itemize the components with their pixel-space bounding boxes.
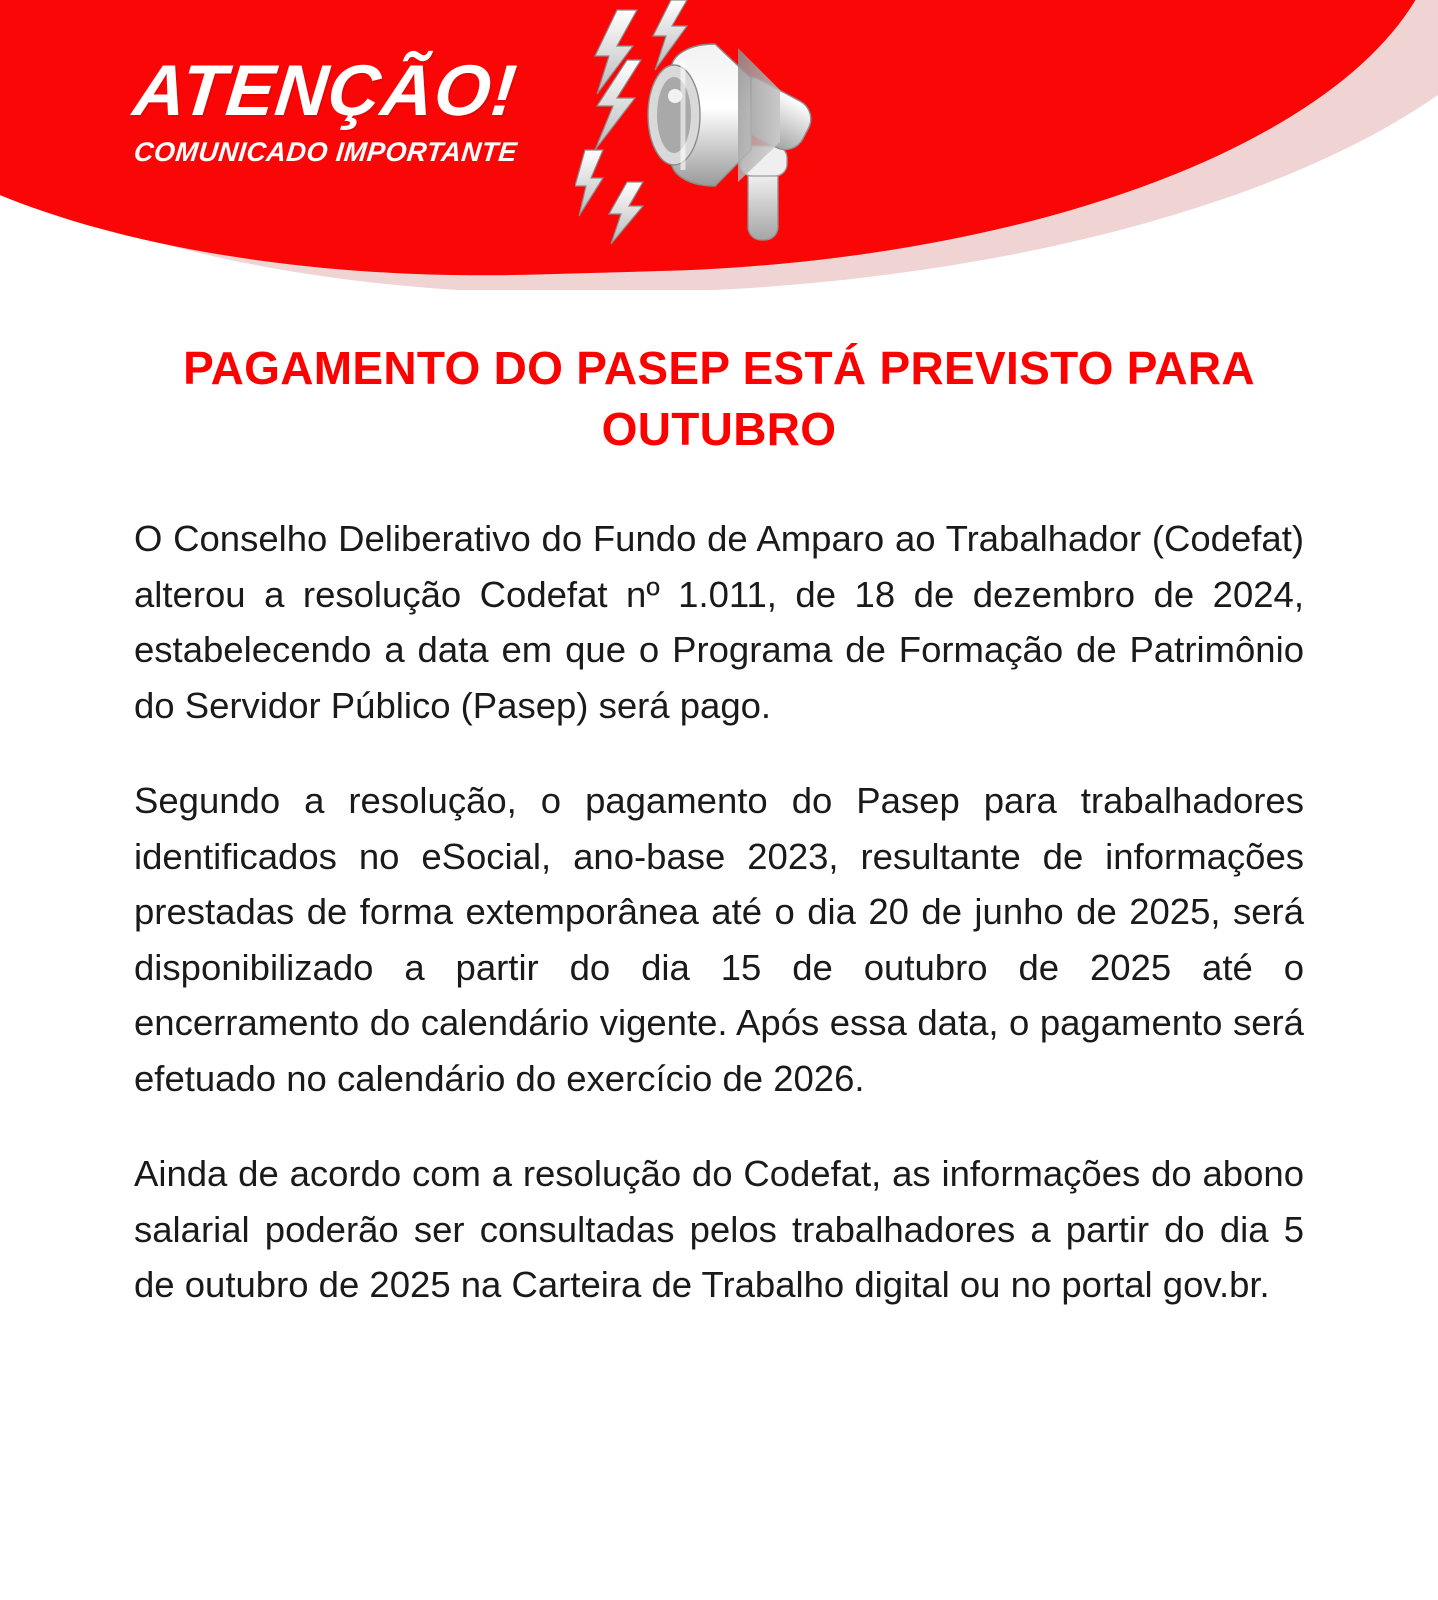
article-paragraph: O Conselho Deliberativo do Fundo de Amparo ao Trabalhador (Codefat) alterou a resolução Codefat nº 1.011, de 18 de dezembro de 2024, estabelecendo a data em que o Programa de Formação de Patrimônio do Servidor Público (Pasep) será pago. — [134, 518, 1304, 726]
banner-title: ATENÇÃO! — [129, 51, 521, 131]
megaphone-icon — [575, 0, 915, 275]
article-body — [134, 511, 1304, 1312]
banner-header — [0, 0, 1438, 290]
banner-text-group — [129, 51, 521, 168]
article-paragraph: Ainda de acordo com a resolução do Codefat, as informações do abono salarial poderão ser consultadas pelos trabalhadores a partir do dia 5 de outubro de 2025 na Carteira de Trabalho digital ou no portal gov.br. — [134, 1153, 1304, 1306]
banner-subtitle: COMUNICADO IMPORTANTE — [132, 137, 519, 167]
page-title: PAGAMENTO DO PASEP ESTÁ PREVISTO PARA OUTUBRO — [183, 342, 1255, 455]
article-paragraph: Segundo a resolução, o pagamento do Pasep para trabalhadores identificados no eSocial, ano-base 2023, resultante de informações prestadas de forma extemporânea até o dia 20 de junho de 2025, será disponibilizado a partir do dia 15 de outubro de 2025 até o encerramento do calendário vigente. Após essa data, o pagamento será efetuado no calendário do exercício de 2026. — [134, 780, 1304, 1099]
